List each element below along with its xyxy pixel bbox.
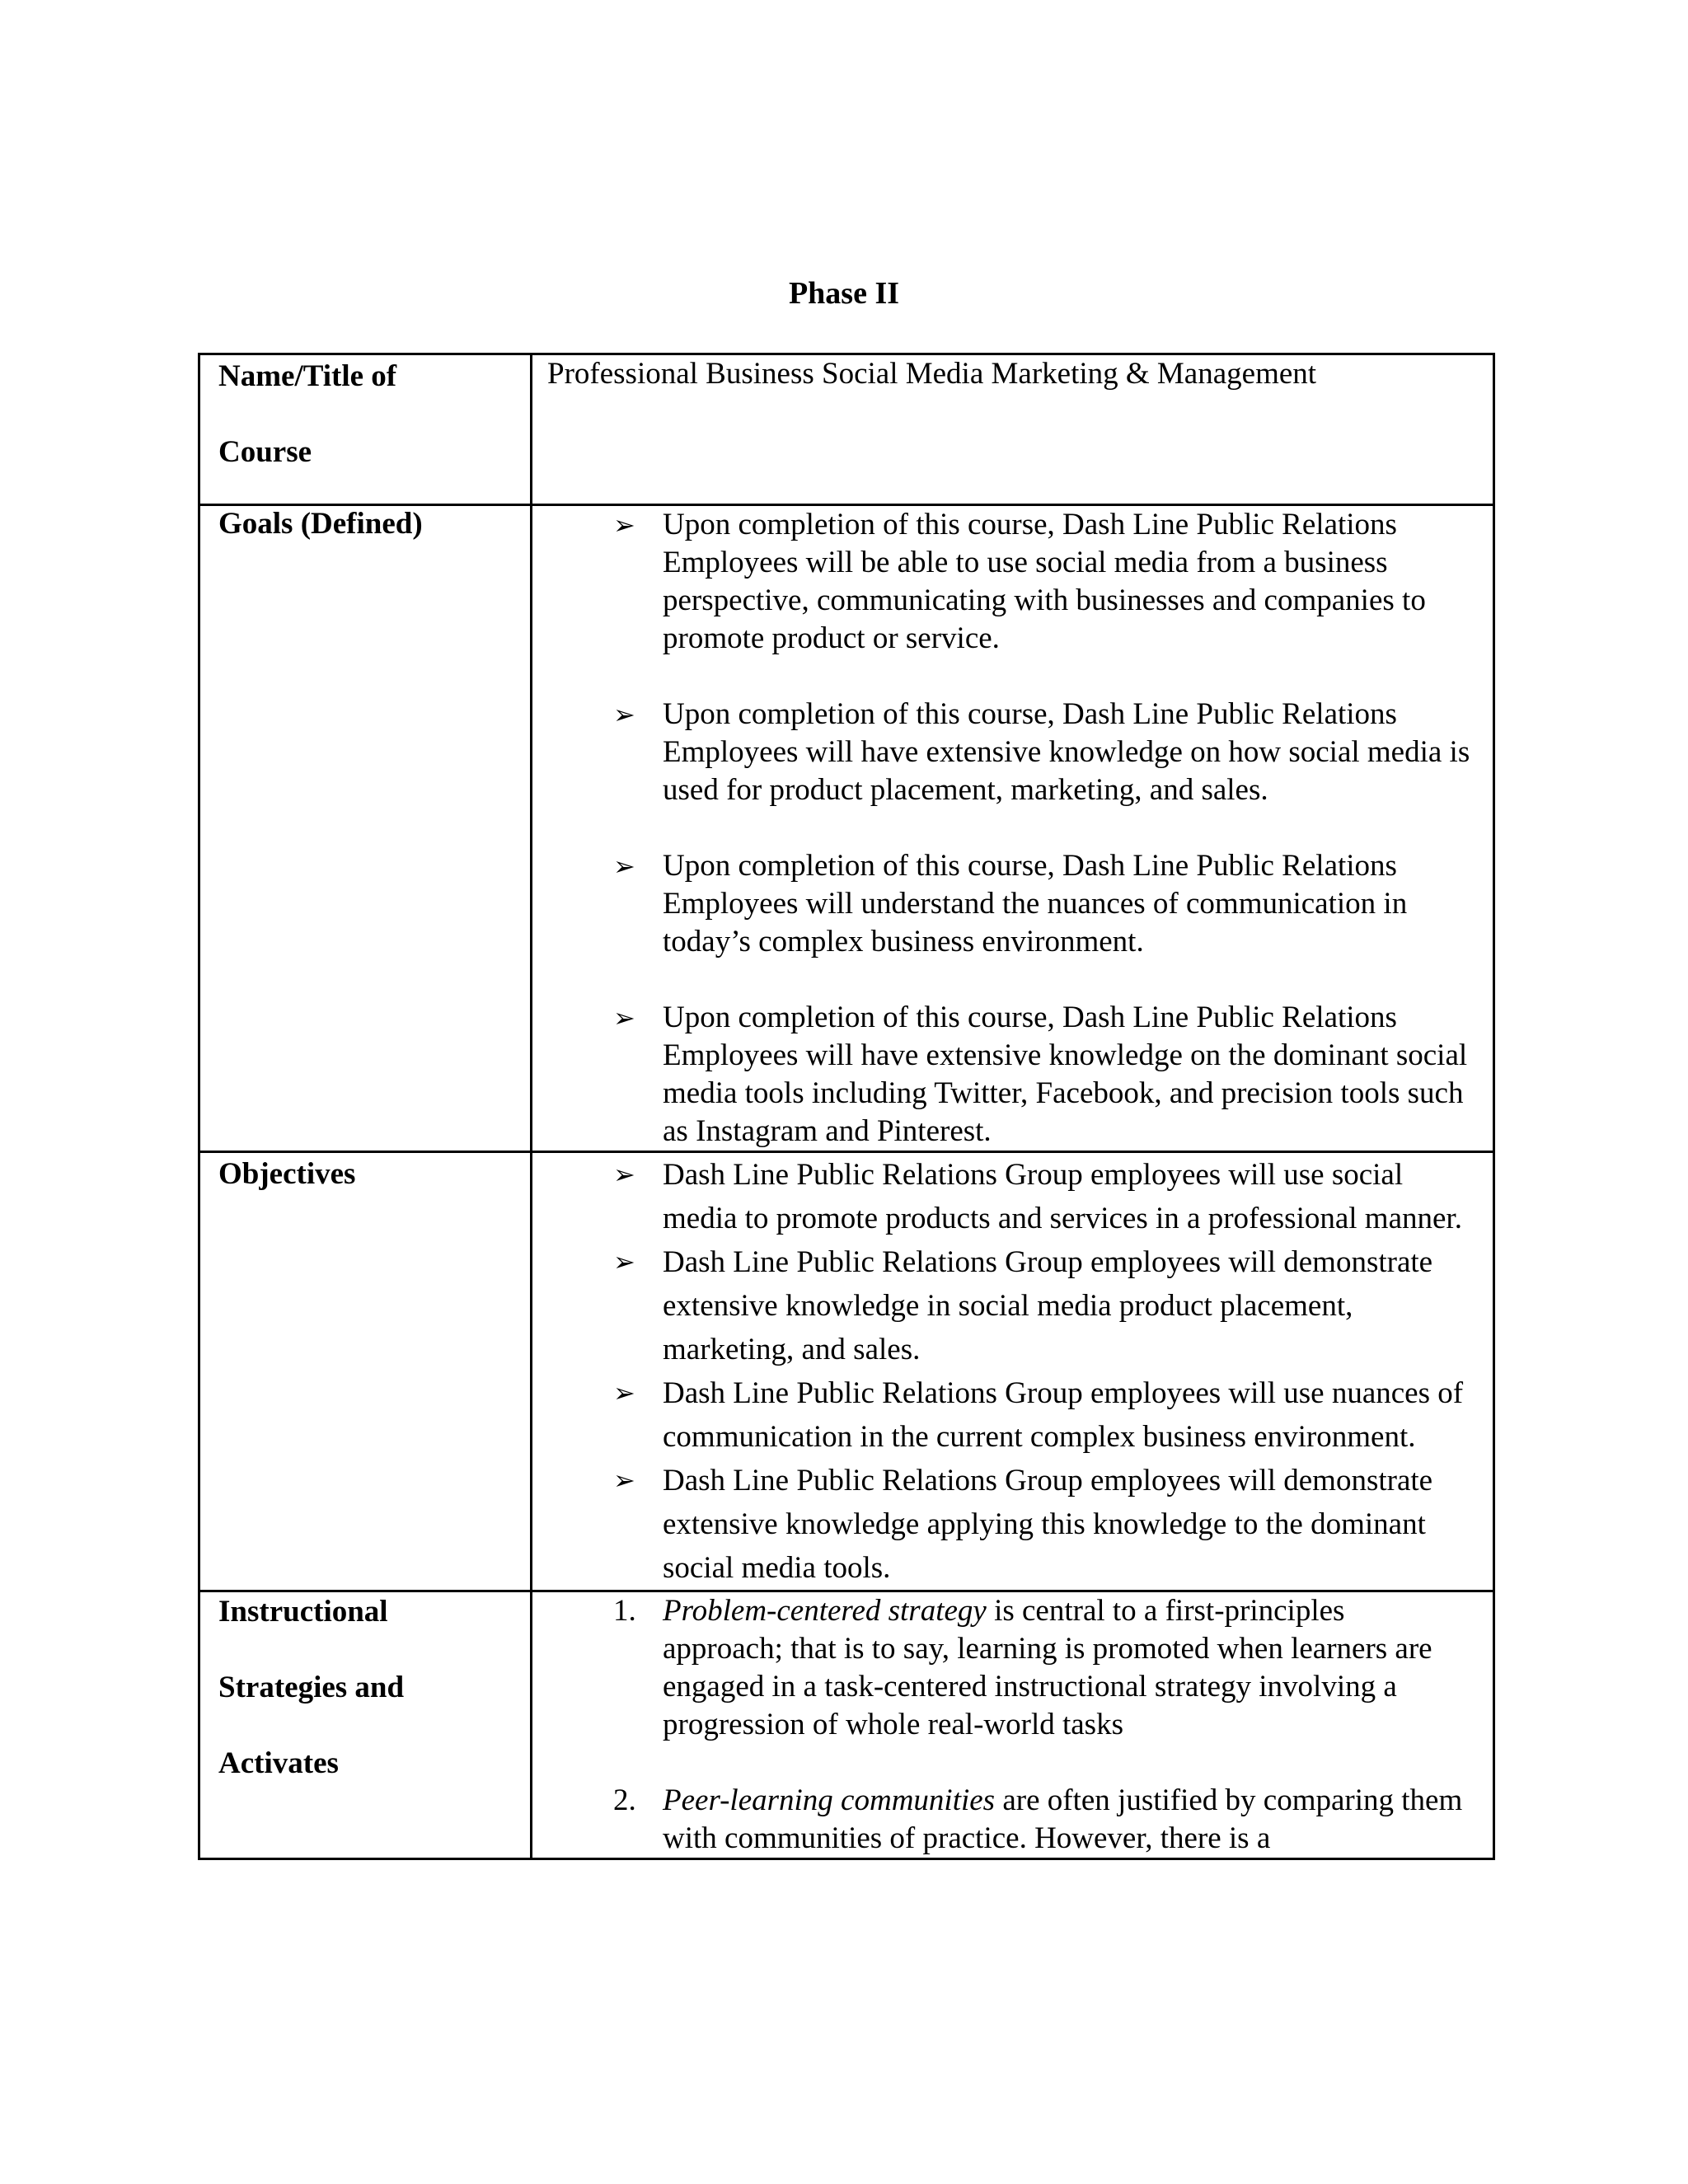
list-item xyxy=(547,696,1471,809)
label-cell-objectives xyxy=(199,1152,532,1591)
label-line: Strategies and xyxy=(218,1671,405,1704)
strategy-text: is central to a first-principles approach; that is to say, learning is promoted when learners are engaged in a task-centered instructional strategy involving a progression of whole real-world tasks xyxy=(663,1594,1432,1741)
list-item xyxy=(547,847,1471,961)
table-row-strategies xyxy=(199,1591,1494,1859)
label-cell-course-title xyxy=(199,354,532,505)
goal-text: Upon completion of this course, Dash Line Public Relations Employees will have extensive knowledge on how social media is used for product placement, marketing, and sales. xyxy=(663,697,1470,807)
objective-text: Dash Line Public Relations Group employees will use nuances of communication in the current complex business environment. xyxy=(663,1376,1464,1454)
strategy-term: Problem-centered strategy xyxy=(663,1594,987,1628)
course-title-value: Professional Business Social Media Marketing & Management xyxy=(547,357,1317,391)
item-number: 1. xyxy=(613,1594,636,1628)
label-cell-strategies xyxy=(199,1591,532,1859)
arrowhead-bullet-icon: ➢ xyxy=(613,1377,635,1408)
label-line: Instructional xyxy=(218,1595,388,1629)
arrowhead-bullet-icon: ➢ xyxy=(613,699,635,730)
course-plan-table xyxy=(198,353,1495,1860)
strategy-term: Peer-learning communities xyxy=(663,1783,996,1817)
table-row-goals xyxy=(199,505,1494,1152)
arrowhead-bullet-icon: ➢ xyxy=(613,851,635,882)
arrowhead-bullet-icon: ➢ xyxy=(613,1465,635,1496)
label-cell-goals xyxy=(199,505,532,1152)
label-line: Activates xyxy=(218,1746,339,1780)
list-item xyxy=(547,506,1471,658)
table-row-objectives xyxy=(199,1152,1494,1591)
label-line: Course xyxy=(218,435,312,469)
list-item xyxy=(547,1240,1471,1371)
objective-text: Dash Line Public Relations Group employees will demonstrate extensive knowledge in social media product placement, marketing, and sales. xyxy=(663,1245,1433,1366)
list-item xyxy=(547,1782,1471,1858)
goal-text: Upon completion of this course, Dash Line Public Relations Employees will be able to use social media from a business perspective, communicating with businesses and companies to promote product or service. xyxy=(663,508,1426,655)
objective-text: Dash Line Public Relations Group employees will demonstrate extensive knowledge applying this knowledge to the dominant social media tools. xyxy=(663,1464,1433,1585)
goal-text: Upon completion of this course, Dash Line Public Relations Employees will understand the nuances of communication in today’s complex business environment. xyxy=(663,849,1408,958)
arrowhead-bullet-icon: ➢ xyxy=(613,1002,635,1033)
page-title: Phase II xyxy=(788,276,900,311)
arrowhead-bullet-icon: ➢ xyxy=(613,1246,635,1277)
content-cell-strategies xyxy=(532,1591,1494,1859)
arrowhead-bullet-icon: ➢ xyxy=(613,509,635,541)
objectives-list xyxy=(547,1153,1471,1590)
content-cell-goals xyxy=(532,505,1494,1152)
strategy-text: are often justified by comparing them with communities of practice. However, there is a xyxy=(663,1783,1463,1855)
objective-text: Dash Line Public Relations Group employees will use social media to promote products and services in a professional manner. xyxy=(663,1158,1462,1235)
list-item xyxy=(547,1371,1471,1459)
label-line: Name/Title of xyxy=(218,359,397,393)
label-line: Objectives xyxy=(218,1157,356,1191)
goals-list xyxy=(547,506,1471,1151)
table-row-course-title xyxy=(199,354,1494,505)
goal-text: Upon completion of this course, Dash Line Public Relations Employees will have extensive knowledge on the dominant social media tools including Twitter, Facebook, and precision tools such as Instagram and Pinterest. xyxy=(663,1001,1468,1148)
list-item xyxy=(547,1153,1471,1240)
list-item xyxy=(547,1592,1471,1744)
item-number: 2. xyxy=(613,1783,636,1817)
content-cell-objectives xyxy=(532,1152,1494,1591)
list-item xyxy=(547,1459,1471,1590)
content-cell-course-title xyxy=(532,354,1494,505)
list-item xyxy=(547,999,1471,1151)
label-line: Goals (Defined) xyxy=(218,507,423,541)
arrowhead-bullet-icon: ➢ xyxy=(613,1159,635,1190)
